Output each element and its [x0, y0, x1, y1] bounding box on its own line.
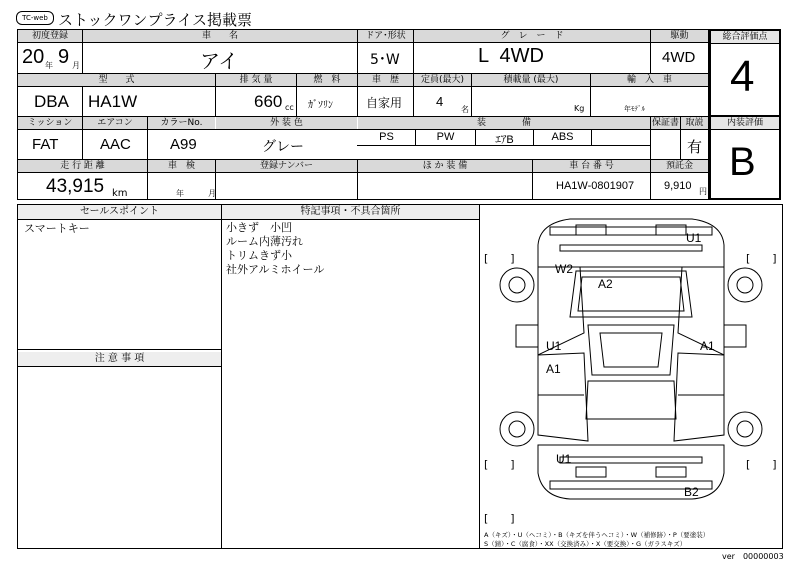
capacity-label: 定員(最大) — [414, 74, 471, 86]
first-reg-month: 9 — [58, 46, 70, 68]
damage-mark-u1-top: U1 — [686, 231, 702, 245]
color-no-label: カラーNo. — [148, 117, 215, 129]
bracket-top-right: [ ] — [746, 252, 777, 265]
aircon-value: AAC — [100, 136, 131, 153]
inspection-month-unit: 月 — [208, 189, 216, 198]
damage-mark-a2: A2 — [598, 277, 613, 291]
grade-label: グ レ ー ド — [414, 30, 650, 42]
manual-label: 取説 — [681, 117, 708, 129]
damage-mark-w2: W2 — [555, 262, 573, 276]
version-label: ver 00000003 — [722, 552, 784, 561]
damage-mark-a1-left: A1 — [546, 362, 561, 376]
deposit-label: 預託金 — [651, 160, 708, 172]
note-item: 小きず 小凹 — [226, 221, 292, 234]
mileage-value: 43,915 — [46, 176, 105, 197]
chassis-value: HA1W-0801907 — [556, 180, 635, 192]
diagram-legend-line1: A（キズ）・U（ヘコミ）・B（キズを伴うヘコミ）・W（補修跡）・P（要塗装） — [484, 531, 710, 539]
note-item: トリムきず小 — [226, 249, 292, 262]
import-note: 年ﾓﾃﾞﾙ — [624, 105, 645, 113]
damage-mark-a1-right: A1 — [700, 339, 715, 353]
inspection-label: 車 検 — [148, 160, 215, 172]
fuel-value: ｶﾞｿﾘﾝ — [308, 100, 333, 111]
capacity-unit: 名 — [461, 105, 469, 114]
first-reg-year: 20 — [22, 46, 45, 68]
deposit-value: 9,910 — [664, 180, 692, 192]
damage-mark-u1-left: U1 — [546, 339, 562, 353]
equipment-abs: ABS — [551, 131, 574, 143]
equipment-ps: PS — [379, 131, 394, 143]
bracket-rear: [ ] — [484, 512, 515, 525]
overall-grade-value: 4 — [730, 52, 755, 101]
first-reg-month-unit: 月 — [72, 61, 80, 70]
chassis-label: 車 台 番 号 — [533, 160, 650, 172]
displacement-label: 排 気 量 — [216, 74, 296, 86]
exterior-color-label: 外 装 色 — [216, 117, 357, 129]
drive-label: 駆動 — [651, 30, 708, 42]
grade-value: L 4WD — [478, 45, 544, 67]
car-outline-diagram — [480, 205, 782, 530]
note-item: 社外アルミホイール — [226, 263, 325, 276]
mission-value: FAT — [32, 136, 59, 153]
model-label: 型 式 — [18, 74, 215, 86]
model-prefix-value: DBA — [34, 92, 69, 111]
car-name-value: アイ — [200, 49, 239, 73]
diagram-legend-line2: S（錆）・C（腐食）・XX（交換済み）・X（要交換）・G（ガラスキズ） — [484, 540, 687, 548]
notes-title: 特記事項・不具合箇所 — [222, 205, 479, 220]
fuel-label: 燃 料 — [297, 74, 357, 86]
displacement-value: 660 — [254, 92, 283, 111]
color-no-value: A99 — [170, 136, 197, 153]
displacement-unit: cc — [285, 103, 294, 112]
mileage-unit: km — [112, 188, 128, 199]
tc-web-logo: TC-web — [16, 11, 54, 25]
inspection-year-unit: 年 — [176, 189, 184, 198]
plate-label: 登録ナンバー — [216, 160, 357, 172]
notes-list — [226, 221, 324, 277]
load-unit: Kg — [574, 104, 585, 113]
sales-point-list — [24, 222, 90, 236]
page-title: ストックワンプライス掲載票 — [58, 11, 252, 29]
aircon-label: エアコン — [83, 117, 147, 129]
car-name-label: 車 名 — [83, 30, 357, 42]
door-shape-label: ドア･形状 — [358, 30, 413, 42]
import-label: 輸 入 車 — [591, 74, 708, 86]
caution-title: 注 意 事 項 — [18, 352, 221, 367]
exterior-color-value: グレー — [262, 139, 304, 155]
bracket-top-left: [ ] — [484, 252, 515, 265]
mileage-label: 走 行 距 離 — [18, 160, 147, 172]
first-reg-year-unit: 年 — [45, 61, 53, 70]
damage-mark-b2: B2 — [684, 485, 699, 499]
interior-grade-value: B — [729, 140, 756, 184]
manual-value: 有 — [687, 138, 703, 156]
interior-grade-label: 内装評価 — [711, 117, 779, 129]
door-shape-value: 5･W — [370, 52, 400, 68]
capacity-value: 4 — [436, 94, 444, 109]
mission-label: ミッション — [18, 117, 82, 129]
bracket-bottom-left: [ ] — [484, 458, 515, 471]
equipment-label: 装 備 — [358, 117, 650, 129]
warranty-label: 保証書 — [651, 118, 679, 128]
sales-point-item: スマートキー — [24, 222, 90, 235]
history-value: 自家用 — [366, 96, 403, 110]
history-label: 車 歴 — [358, 74, 413, 86]
first-reg-label: 初度登録 — [18, 30, 82, 42]
equipment-pw: PW — [436, 131, 455, 143]
damage-mark-u1-bottom: U1 — [556, 452, 572, 466]
caution-panel — [17, 349, 222, 549]
drive-value: 4WD — [662, 49, 696, 66]
deposit-unit: 円 — [699, 187, 707, 196]
equipment-airbag: ｴｱB — [495, 134, 514, 146]
bracket-bottom-right: [ ] — [746, 458, 777, 471]
model-value: HA1W — [88, 92, 138, 111]
load-label: 積載量 (最大) — [472, 74, 590, 86]
sales-point-title: セールスポイント — [18, 205, 221, 220]
vehicle-info-table — [17, 29, 709, 200]
other-equipment-label: ほ か 装 備 — [358, 160, 532, 172]
note-item: ルーム内薄汚れ — [226, 235, 303, 248]
overall-grade-label: 総合評価点 — [711, 31, 779, 43]
